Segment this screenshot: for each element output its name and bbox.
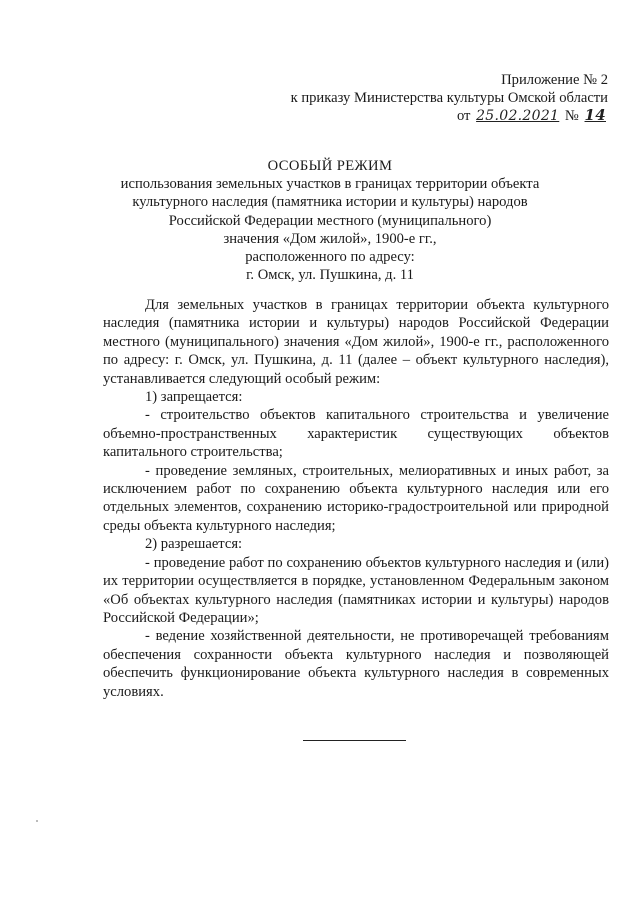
date-prefix: от [456, 108, 471, 124]
document-title [90, 157, 570, 284]
intro-paragraph: Для земельных участков в границах территории объекта культурного наследия (памятника истории и культуры) народов Российской Федерации местного (муниципального) значения «Дом жилой», 1900-е гг., расположенного по адресу: г. Омск, ул. Пушкина, д. 11 (далее – объект культурного наследия), устанавливается следующий особый режим: [103, 297, 609, 387]
number-prefix: № [564, 108, 579, 124]
prohibited-item: - строительство объектов капитального строительства и увеличение объемно-пространственных характеристик существующих объектов капитального строительства; [103, 407, 609, 461]
appendix-number: Приложение № 2 [501, 72, 608, 88]
scan-speck [36, 820, 38, 822]
title-line: значения «Дом жилой», 1900-е гг., [223, 230, 437, 247]
title-line: расположенного по адресу: [245, 249, 415, 266]
section-heading-allowed: 2) разрешается: [145, 536, 243, 553]
handwritten-date: 25.02.2021 [476, 108, 560, 124]
section-heading-prohibited: 1) запрещается: [145, 389, 243, 406]
title-line: Российской Федерации местного (муниципального) [168, 212, 492, 229]
title-main: ОСОБЫЙ РЕЖИМ [267, 158, 393, 174]
allowed-item: - ведение хозяйственной деятельности, не противоречащей требованиям обеспечения сохранности объекта культурного наследия и позволяющей обеспечить функционирование объекта культурного наследия в современных условиях. [103, 628, 609, 700]
handwritten-order-number: 14 [584, 106, 606, 124]
closing-rule [303, 740, 406, 741]
order-date-line [291, 107, 608, 126]
order-reference: к приказу Министерства культуры Омской области [290, 89, 608, 106]
allowed-item: - проведение работ по сохранению объектов культурного наследия и (или) их территории осуществляется в порядке, установленном Федеральным законом «Об объектах культурного наследия (памятниках истории и культуры) народов Российской Федерации»; [103, 554, 609, 626]
title-line: культурного наследия (памятника истории и культуры) народов [132, 194, 528, 211]
title-line: использования земельных участков в границах территории объекта [120, 176, 540, 193]
title-line: г. Омск, ул. Пушкина, д. 11 [246, 267, 414, 284]
document-body [103, 296, 609, 701]
prohibited-item: - проведение земляных, строительных, мелиоративных и иных работ, за исключением работ по сохранению объекта культурного наследия или его отдельных элементов, сохранению историко-градостроительной или природной среды объекта культурного наследия; [103, 462, 609, 534]
appendix-header [291, 72, 608, 126]
